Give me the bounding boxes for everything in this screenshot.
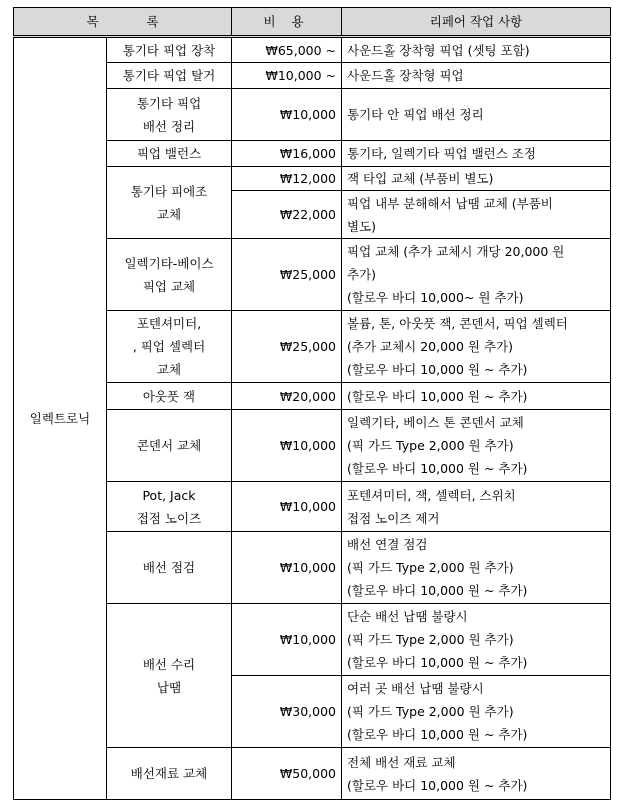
desc-cell xyxy=(342,676,611,748)
price-cell: ₩10,000 xyxy=(232,89,342,141)
desc-text: (할로우 바디 10,000 원 ~ 추가) xyxy=(347,362,528,377)
price-cell: ₩16,000 xyxy=(232,141,342,167)
header-category xyxy=(14,8,232,37)
desc-text: (픽 가드 Type 2,000 원 추가) xyxy=(347,632,514,647)
desc-text: (할로우 바디 10,000 원 ~ 추가) xyxy=(347,388,528,404)
item-cell xyxy=(107,167,232,239)
item-text: 배선재료 교체 xyxy=(130,766,208,781)
table-row xyxy=(14,37,611,63)
desc-text: (할로우 바디 10,000 원 ~ 추가) xyxy=(347,727,528,742)
desc-text: (픽 가드 Type 2,000 원 추가) xyxy=(347,704,514,719)
desc-text: 배선 연결 점검 xyxy=(347,537,428,552)
item-cell xyxy=(107,482,232,532)
item-text: 배선 점검 xyxy=(142,560,196,575)
item-cell xyxy=(107,89,232,141)
desc-cell xyxy=(342,141,611,167)
item-cell xyxy=(107,410,232,482)
desc-text: 포텐셔미터, 잭, 셀렉터, 스위치 xyxy=(347,487,516,503)
item-cell xyxy=(107,532,232,604)
item-cell xyxy=(107,383,232,410)
item-text: 접점 노이즈 xyxy=(136,510,202,526)
desc-cell xyxy=(342,167,611,191)
category-cell: 일렉트로닉 xyxy=(14,37,107,800)
desc-text: 일렉기타, 베이스 톤 콘덴서 교체 xyxy=(347,415,524,430)
item-text: 포텐셔미터, xyxy=(136,316,202,331)
item-text: 배선 수리 xyxy=(142,656,196,672)
desc-text: (픽 가드 Type 2,000 원 추가) xyxy=(347,560,514,575)
item-text: 통기타 픽업 장착 xyxy=(122,42,216,58)
price-cell: ₩25,000 xyxy=(232,311,342,383)
desc-text: 통기타 안 픽업 배선 정리 xyxy=(347,107,484,122)
item-text: 교체 xyxy=(156,206,182,222)
item-text: 아웃풋 잭 xyxy=(142,388,196,404)
item-cell xyxy=(107,37,232,63)
item-text: Pot, Jack xyxy=(142,487,196,503)
header-category-label: 목 록 xyxy=(86,14,181,29)
desc-cell xyxy=(342,748,611,800)
item-text: 교체 xyxy=(156,362,182,377)
desc-cell xyxy=(342,482,611,532)
item-cell xyxy=(107,141,232,167)
item-text: 통기타 피에조 xyxy=(130,183,208,199)
item-cell xyxy=(107,748,232,800)
desc-text: (추가 교체시 20,000 원 추가) xyxy=(347,339,513,354)
item-text: 픽업 밸런스 xyxy=(136,146,202,161)
desc-text: 별도) xyxy=(347,218,377,234)
price-cell: ₩65,000 ~ xyxy=(232,37,342,63)
header-cost xyxy=(232,8,342,37)
desc-cell xyxy=(342,532,611,604)
item-text: 콘덴서 교체 xyxy=(136,438,202,453)
price-cell: ₩10,000 xyxy=(232,604,342,676)
desc-text: 픽업 내부 분해해서 납땜 교체 (부품비 xyxy=(347,195,553,211)
desc-text: 전체 배선 재료 교체 xyxy=(347,754,456,770)
desc-cell xyxy=(342,311,611,383)
desc-text: (픽 가드 Type 2,000 원 추가) xyxy=(347,438,514,453)
item-cell xyxy=(107,239,232,311)
desc-text: (할로우 바디 10,000 원 ~ 추가) xyxy=(347,461,528,476)
desc-text: 볼륨, 톤, 아웃풋 잭, 콘덴서, 픽업 셀렉터 xyxy=(347,316,568,331)
desc-text: 여러 곳 배선 납땜 불량시 xyxy=(347,681,484,696)
desc-text: (할로우 바디 10,000 원 ~ 추가) xyxy=(347,583,528,598)
price-cell: ₩25,000 xyxy=(232,239,342,311)
item-text: 통기타 픽업 탈거 xyxy=(122,68,216,83)
item-cell xyxy=(107,604,232,748)
item-text: 납땜 xyxy=(156,679,182,695)
desc-cell xyxy=(342,37,611,63)
desc-cell xyxy=(342,63,611,89)
price-cell: ₩10,000 xyxy=(232,482,342,532)
item-text: , 픽업 셀렉터 xyxy=(132,339,206,354)
price-cell: ₩10,000 xyxy=(232,410,342,482)
desc-text: 사운드홀 장착형 픽업 xyxy=(347,68,464,83)
desc-text: 추가) xyxy=(347,267,377,282)
desc-text: 단순 배선 납땜 불량시 xyxy=(347,609,468,624)
price-cell: ₩30,000 xyxy=(232,676,342,748)
item-text: 일렉기타-베이스 xyxy=(124,255,214,271)
price-cell: ₩50,000 xyxy=(232,748,342,800)
desc-cell xyxy=(342,191,611,239)
desc-text: 사운드홀 장착형 픽업 (셋팅 포함) xyxy=(347,42,530,58)
header-work: 리페어 작업 사항 xyxy=(342,8,611,37)
desc-cell xyxy=(342,383,611,410)
desc-cell xyxy=(342,604,611,676)
price-cell: ₩12,000 xyxy=(232,167,342,191)
desc-cell xyxy=(342,410,611,482)
desc-text: 통기타, 일렉기타 픽업 밸런스 조정 xyxy=(347,146,536,161)
desc-text: (할로우 바디 10,000 원 ~ 추가) xyxy=(347,655,528,670)
desc-text: 픽업 교체 (추가 교체시 개당 20,000 원 xyxy=(347,244,565,259)
desc-cell xyxy=(342,89,611,141)
item-cell xyxy=(107,63,232,89)
item-text: 배선 정리 xyxy=(142,118,196,134)
desc-text: 잭 타입 교체 (부품비 별도) xyxy=(347,171,494,186)
desc-text: (할로우 바디 10,000~ 원 추가) xyxy=(347,290,524,305)
price-table xyxy=(13,7,611,800)
price-cell: ₩10,000 xyxy=(232,532,342,604)
header-row xyxy=(14,8,611,37)
desc-text: (할로우 바디 10,000 원 ~ 추가) xyxy=(347,777,528,793)
item-cell xyxy=(107,311,232,383)
desc-text: 접점 노이즈 제거 xyxy=(347,510,440,526)
desc-cell xyxy=(342,239,611,311)
price-cell: ₩22,000 xyxy=(232,191,342,239)
header-cost-label: 비 용 xyxy=(263,14,310,29)
price-cell: ₩10,000 ~ xyxy=(232,63,342,89)
item-text: 통기타 픽업 xyxy=(136,95,202,111)
price-cell: ₩20,000 xyxy=(232,383,342,410)
item-text: 픽업 교체 xyxy=(142,278,196,294)
